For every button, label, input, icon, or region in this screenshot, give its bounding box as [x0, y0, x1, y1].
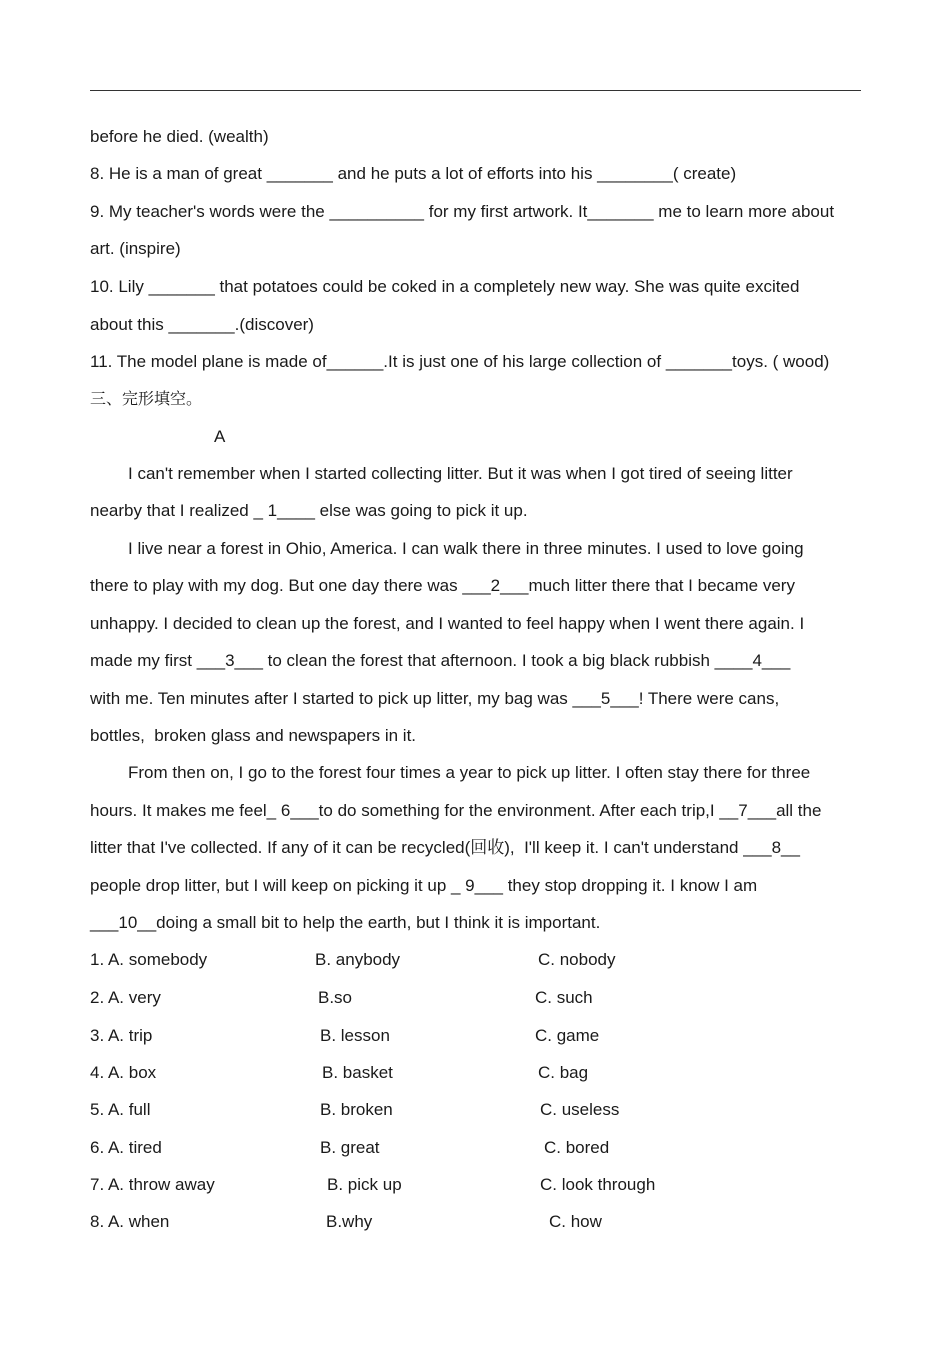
option-c: C. game: [535, 1026, 600, 1045]
exercise-line: art. (inspire): [90, 239, 181, 258]
option-c: C. bag: [538, 1063, 589, 1082]
option-b: B. great: [320, 1138, 380, 1157]
exercise-question-10: 10. Lily _______ that potatoes could be coked in a completely new way. She was quite excited: [90, 277, 800, 296]
exercise-question-9: 9. My teacher's words were the __________ for my first artwork. It_______ me to learn more about: [90, 202, 835, 221]
exercise-question-8: 8. He is a man of great _______ and he puts a lot of efforts into his ________( create): [90, 164, 737, 183]
option-c: C. useless: [540, 1100, 620, 1119]
passage-line: made my first ___3___ to clean the forest that afternoon. I took a big black rubbish ____4___: [90, 651, 791, 670]
option-b: B. basket: [322, 1063, 393, 1082]
passage-line: people drop litter, but I will keep on picking it up _ 9___ they stop dropping it. I know I am: [90, 876, 758, 895]
option-a: 1. A. somebody: [90, 950, 208, 969]
passage-line: I live near a forest in Ohio, America. I can walk there in three minutes. I used to love going: [128, 539, 804, 558]
passage-line: litter that I've collected. If any of it can be recycled(回收), I'll keep it. I can't understand ___8__: [90, 838, 800, 857]
header-rule: [90, 90, 861, 91]
passage-line: unhappy. I decided to clean up the forest, and I wanted to feel happy when I went there again. I: [90, 614, 805, 633]
option-a: 4. A. box: [90, 1063, 157, 1082]
option-b: B.so: [318, 988, 353, 1007]
passage-line: hours. It makes me feel_ 6___to do something for the environment. After each trip,I __7___all the: [90, 801, 822, 820]
option-a: 6. A. tired: [90, 1138, 162, 1157]
option-b: B. lesson: [320, 1026, 390, 1045]
option-a: 8. A. when: [90, 1212, 170, 1231]
option-c: C. such: [535, 988, 593, 1007]
option-a: 3. A. trip: [90, 1026, 153, 1045]
exercise-question-11: 11. The model plane is made of______.It is just one of his large collection of _______toys. ( wood): [90, 352, 830, 371]
option-c: C. how: [549, 1212, 602, 1231]
option-a: 7. A. throw away: [90, 1175, 215, 1194]
passage-line: with me. Ten minutes after I started to pick up litter, my bag was ___5___! There were cans,: [90, 689, 780, 708]
section-title: 三、完形填空。: [90, 389, 203, 408]
option-c: C. look through: [540, 1175, 656, 1194]
passage-line: I can't remember when I started collecting litter. But it was when I got tired of seeing litter: [128, 464, 793, 483]
exercise-line: before he died. (wealth): [90, 127, 269, 146]
option-a: 2. A. very: [90, 988, 161, 1007]
option-b: B. broken: [320, 1100, 393, 1119]
option-a: 5. A. full: [90, 1100, 151, 1119]
option-b: B. anybody: [315, 950, 401, 969]
passage-label: A: [214, 427, 226, 446]
exercise-line: about this _______.(discover): [90, 315, 314, 334]
passage-line: From then on, I go to the forest four times a year to pick up litter. I often stay there for three: [128, 763, 811, 782]
option-c: C. nobody: [538, 950, 616, 969]
passage-line: there to play with my dog. But one day there was ___2___much litter there that I became very: [90, 576, 795, 595]
option-b: B.why: [326, 1212, 373, 1231]
option-b: B. pick up: [327, 1175, 402, 1194]
option-c: C. bored: [544, 1138, 610, 1157]
passage-line: bottles, broken glass and newspapers in it.: [90, 726, 417, 745]
passage-line: ___10__doing a small bit to help the earth, but I think it is important.: [90, 913, 601, 932]
passage-line: nearby that I realized _ 1____ else was going to pick it up.: [90, 501, 528, 520]
